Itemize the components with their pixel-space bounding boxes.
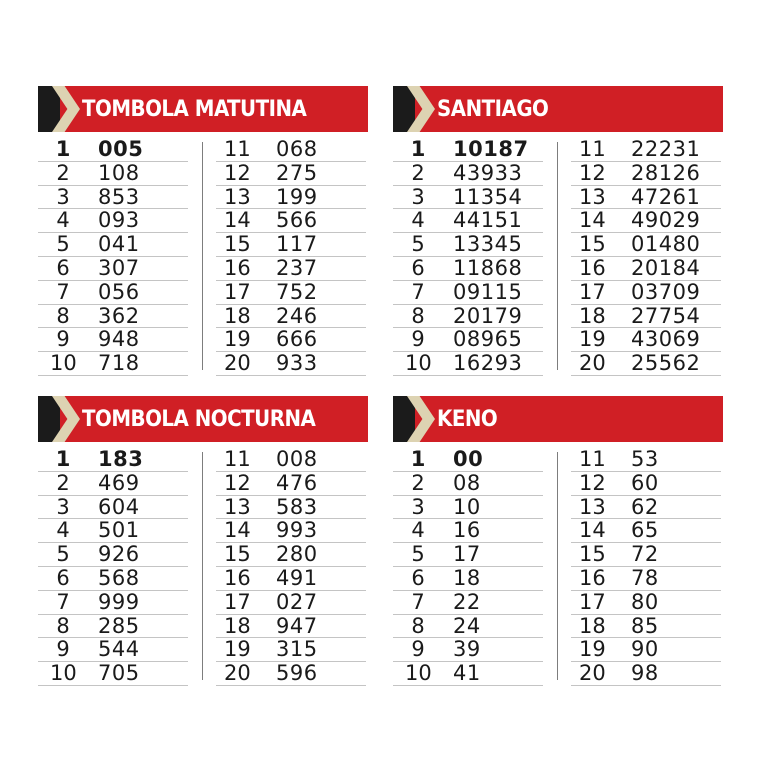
result-position: 6: [56, 565, 70, 590]
panel-header: [393, 396, 723, 442]
result-number: 44151: [453, 208, 523, 233]
result-position: 6: [56, 255, 70, 280]
result-row: [393, 233, 543, 257]
result-position: 19: [224, 637, 251, 662]
result-position: 12: [224, 160, 251, 185]
result-position: 1: [55, 447, 71, 471]
result-row: [38, 615, 188, 639]
result-row: [571, 638, 721, 662]
result-number: 280: [276, 542, 318, 567]
result-row: [393, 448, 543, 472]
result-number: 246: [276, 303, 318, 328]
result-position: 11: [579, 137, 606, 161]
result-number: 752: [276, 279, 318, 304]
results-column-right: [216, 138, 366, 376]
result-number: 947: [276, 613, 318, 638]
result-number: 62: [631, 494, 659, 519]
result-number: 666: [276, 327, 318, 352]
result-row: [38, 281, 188, 305]
result-row: [216, 328, 366, 352]
result-position: 11: [224, 447, 251, 471]
result-position: 12: [579, 470, 606, 495]
result-position: 16: [224, 565, 251, 590]
results-grid: [38, 138, 368, 378]
result-position: 13: [224, 494, 251, 519]
results-grid: [393, 448, 723, 688]
result-position: 10: [50, 351, 77, 376]
result-row: [571, 496, 721, 520]
result-number: 20179: [453, 303, 523, 328]
result-number: 10187: [453, 137, 529, 161]
panel-tombola-matutina: [38, 86, 368, 378]
result-row: [571, 305, 721, 329]
result-row: [38, 638, 188, 662]
result-row: [571, 591, 721, 615]
result-number: 22: [453, 589, 481, 614]
result-position: 1: [410, 447, 426, 471]
result-row: [393, 328, 543, 352]
result-number: 10: [453, 494, 481, 519]
result-position: 15: [579, 232, 606, 257]
result-row: [393, 638, 543, 662]
result-number: 01480: [631, 232, 701, 257]
result-position: 11: [224, 137, 251, 161]
result-row: [38, 591, 188, 615]
result-row: [393, 281, 543, 305]
result-position: 9: [411, 327, 425, 352]
result-row: [216, 281, 366, 305]
result-row: [393, 305, 543, 329]
result-row: [393, 615, 543, 639]
result-position: 2: [411, 470, 425, 495]
result-position: 19: [224, 327, 251, 352]
result-row: [216, 638, 366, 662]
result-position: 9: [56, 637, 70, 662]
result-row: [216, 519, 366, 543]
result-number: 705: [98, 661, 140, 686]
result-position: 3: [56, 494, 70, 519]
result-number: 25562: [631, 351, 701, 376]
result-number: 183: [98, 447, 144, 471]
result-position: 17: [579, 589, 606, 614]
result-position: 19: [579, 637, 606, 662]
result-position: 13: [224, 184, 251, 209]
result-row: [38, 233, 188, 257]
panel-santiago: [393, 86, 723, 378]
result-number: 315: [276, 637, 318, 662]
result-row: [393, 496, 543, 520]
result-row: [571, 543, 721, 567]
result-row: [216, 138, 366, 162]
result-position: 10: [50, 661, 77, 686]
result-position: 8: [411, 613, 425, 638]
result-position: 5: [56, 232, 70, 257]
result-position: 14: [579, 518, 606, 543]
result-number: 98: [631, 661, 659, 686]
result-number: 307: [98, 255, 140, 280]
result-row: [393, 162, 543, 186]
result-position: 17: [579, 279, 606, 304]
result-row: [216, 305, 366, 329]
result-position: 8: [56, 303, 70, 328]
column-divider: [557, 452, 558, 680]
result-row: [38, 257, 188, 281]
result-row: [216, 257, 366, 281]
result-number: 056: [98, 279, 140, 304]
result-number: 09115: [453, 279, 523, 304]
result-position: 5: [411, 542, 425, 567]
results-column-right: [571, 448, 721, 686]
result-number: 285: [98, 613, 140, 638]
result-row: [216, 209, 366, 233]
result-row: [38, 567, 188, 591]
result-position: 12: [579, 160, 606, 185]
result-row: [571, 162, 721, 186]
result-number: 13345: [453, 232, 523, 257]
result-position: 19: [579, 327, 606, 352]
result-row: [38, 472, 188, 496]
results-column-right: [571, 138, 721, 376]
result-position: 20: [224, 351, 251, 376]
result-number: 65: [631, 518, 659, 543]
result-row: [393, 138, 543, 162]
result-number: 596: [276, 661, 318, 686]
result-row: [571, 233, 721, 257]
result-position: 1: [410, 137, 426, 161]
result-number: 108: [98, 160, 140, 185]
result-number: 24: [453, 613, 481, 638]
result-row: [393, 257, 543, 281]
result-number: 583: [276, 494, 318, 519]
result-position: 7: [56, 279, 70, 304]
result-position: 17: [224, 279, 251, 304]
result-position: 3: [411, 184, 425, 209]
result-row: [38, 352, 188, 376]
panel-title: SANTIAGO: [437, 97, 549, 122]
result-number: 041: [98, 232, 140, 257]
result-position: 8: [56, 613, 70, 638]
result-number: 53: [631, 447, 659, 471]
result-number: 718: [98, 351, 140, 376]
result-row: [571, 662, 721, 686]
result-number: 469: [98, 470, 140, 495]
result-number: 027: [276, 589, 318, 614]
result-row: [216, 186, 366, 210]
result-row: [393, 662, 543, 686]
panel-title: TOMBOLA MATUTINA: [82, 97, 307, 122]
result-row: [38, 138, 188, 162]
result-row: [38, 209, 188, 233]
result-position: 12: [224, 470, 251, 495]
result-position: 3: [411, 494, 425, 519]
result-number: 41: [453, 661, 481, 686]
result-number: 568: [98, 565, 140, 590]
result-row: [216, 352, 366, 376]
result-number: 08: [453, 470, 481, 495]
result-number: 926: [98, 542, 140, 567]
result-number: 948: [98, 327, 140, 352]
result-row: [571, 186, 721, 210]
result-row: [216, 615, 366, 639]
panel-title: KENO: [437, 407, 498, 432]
result-row: [393, 519, 543, 543]
result-number: 80: [631, 589, 659, 614]
result-number: 16293: [453, 351, 523, 376]
result-position: 20: [579, 351, 606, 376]
result-row: [216, 233, 366, 257]
result-number: 11354: [453, 184, 523, 209]
result-number: 16: [453, 518, 481, 543]
result-row: [38, 162, 188, 186]
result-number: 005: [98, 137, 144, 161]
result-row: [393, 352, 543, 376]
result-number: 853: [98, 184, 140, 209]
panel-keno: [393, 396, 723, 688]
result-position: 18: [224, 303, 251, 328]
result-position: 18: [224, 613, 251, 638]
result-row: [38, 519, 188, 543]
result-number: 22231: [631, 137, 701, 161]
result-number: 008: [276, 447, 318, 471]
results-grid: [393, 138, 723, 378]
result-position: 15: [579, 542, 606, 567]
panel-header: [38, 86, 368, 132]
result-number: 39: [453, 637, 481, 662]
result-position: 15: [224, 232, 251, 257]
result-row: [216, 162, 366, 186]
result-row: [38, 328, 188, 352]
result-row: [571, 567, 721, 591]
result-position: 16: [224, 255, 251, 280]
result-position: 14: [224, 518, 251, 543]
result-number: 18: [453, 565, 481, 590]
result-row: [38, 662, 188, 686]
result-number: 993: [276, 518, 318, 543]
result-row: [571, 352, 721, 376]
result-position: 4: [411, 208, 425, 233]
result-number: 28126: [631, 160, 701, 185]
result-position: 15: [224, 542, 251, 567]
results-grid: [38, 448, 368, 688]
result-position: 6: [411, 565, 425, 590]
result-position: 4: [56, 208, 70, 233]
result-number: 501: [98, 518, 140, 543]
result-number: 49029: [631, 208, 701, 233]
result-row: [216, 567, 366, 591]
result-position: 9: [56, 327, 70, 352]
result-number: 093: [98, 208, 140, 233]
result-row: [216, 448, 366, 472]
column-divider: [202, 142, 203, 370]
result-position: 8: [411, 303, 425, 328]
result-row: [38, 186, 188, 210]
result-position: 6: [411, 255, 425, 280]
result-row: [216, 543, 366, 567]
result-number: 78: [631, 565, 659, 590]
results-column-left: [38, 448, 188, 686]
result-number: 60: [631, 470, 659, 495]
result-number: 11868: [453, 255, 523, 280]
result-position: 4: [56, 518, 70, 543]
result-row: [571, 257, 721, 281]
result-position: 13: [579, 494, 606, 519]
result-number: 933: [276, 351, 318, 376]
result-position: 2: [56, 160, 70, 185]
result-position: 7: [411, 589, 425, 614]
result-number: 237: [276, 255, 318, 280]
result-position: 20: [579, 661, 606, 686]
result-row: [38, 305, 188, 329]
result-number: 27754: [631, 303, 701, 328]
result-row: [571, 519, 721, 543]
result-row: [38, 448, 188, 472]
results-column-left: [38, 138, 188, 376]
results-column-left: [393, 138, 543, 376]
result-row: [38, 543, 188, 567]
result-number: 544: [98, 637, 140, 662]
result-number: 275: [276, 160, 318, 185]
result-row: [393, 567, 543, 591]
result-position: 14: [579, 208, 606, 233]
result-row: [571, 615, 721, 639]
result-number: 476: [276, 470, 318, 495]
result-position: 16: [579, 565, 606, 590]
result-position: 20: [224, 661, 251, 686]
result-number: 604: [98, 494, 140, 519]
result-position: 5: [56, 542, 70, 567]
result-row: [571, 472, 721, 496]
result-number: 03709: [631, 279, 701, 304]
result-row: [38, 496, 188, 520]
result-number: 90: [631, 637, 659, 662]
result-number: 85: [631, 613, 659, 638]
result-number: 47261: [631, 184, 701, 209]
result-position: 14: [224, 208, 251, 233]
result-row: [216, 662, 366, 686]
result-row: [216, 496, 366, 520]
result-row: [393, 591, 543, 615]
result-row: [393, 543, 543, 567]
result-number: 068: [276, 137, 318, 161]
result-row: [393, 186, 543, 210]
result-position: 4: [411, 518, 425, 543]
column-divider: [557, 142, 558, 370]
result-row: [393, 209, 543, 233]
result-number: 17: [453, 542, 481, 567]
result-position: 2: [411, 160, 425, 185]
result-position: 10: [405, 351, 432, 376]
result-number: 491: [276, 565, 318, 590]
result-row: [571, 328, 721, 352]
result-number: 566: [276, 208, 318, 233]
result-position: 16: [579, 255, 606, 280]
result-position: 3: [56, 184, 70, 209]
result-number: 117: [276, 232, 318, 257]
result-position: 2: [56, 470, 70, 495]
result-row: [216, 472, 366, 496]
result-position: 18: [579, 303, 606, 328]
results-column-right: [216, 448, 366, 686]
result-position: 7: [56, 589, 70, 614]
result-position: 13: [579, 184, 606, 209]
result-position: 5: [411, 232, 425, 257]
result-position: 18: [579, 613, 606, 638]
panel-tombola-nocturna: [38, 396, 368, 688]
result-number: 199: [276, 184, 318, 209]
result-number: 43933: [453, 160, 523, 185]
result-position: 10: [405, 661, 432, 686]
result-row: [571, 209, 721, 233]
panel-header: [38, 396, 368, 442]
column-divider: [202, 452, 203, 680]
result-row: [571, 281, 721, 305]
result-number: 08965: [453, 327, 523, 352]
panel-header: [393, 86, 723, 132]
result-number: 20184: [631, 255, 701, 280]
results-column-left: [393, 448, 543, 686]
result-row: [571, 138, 721, 162]
result-number: 362: [98, 303, 140, 328]
result-row: [571, 448, 721, 472]
result-position: 1: [55, 137, 71, 161]
result-number: 72: [631, 542, 659, 567]
result-row: [393, 472, 543, 496]
result-row: [216, 591, 366, 615]
result-number: 999: [98, 589, 140, 614]
panel-title: TOMBOLA NOCTURNA: [82, 407, 316, 432]
result-position: 9: [411, 637, 425, 662]
result-position: 11: [579, 447, 606, 471]
result-number: 00: [453, 447, 484, 471]
result-position: 7: [411, 279, 425, 304]
result-position: 17: [224, 589, 251, 614]
result-number: 43069: [631, 327, 701, 352]
